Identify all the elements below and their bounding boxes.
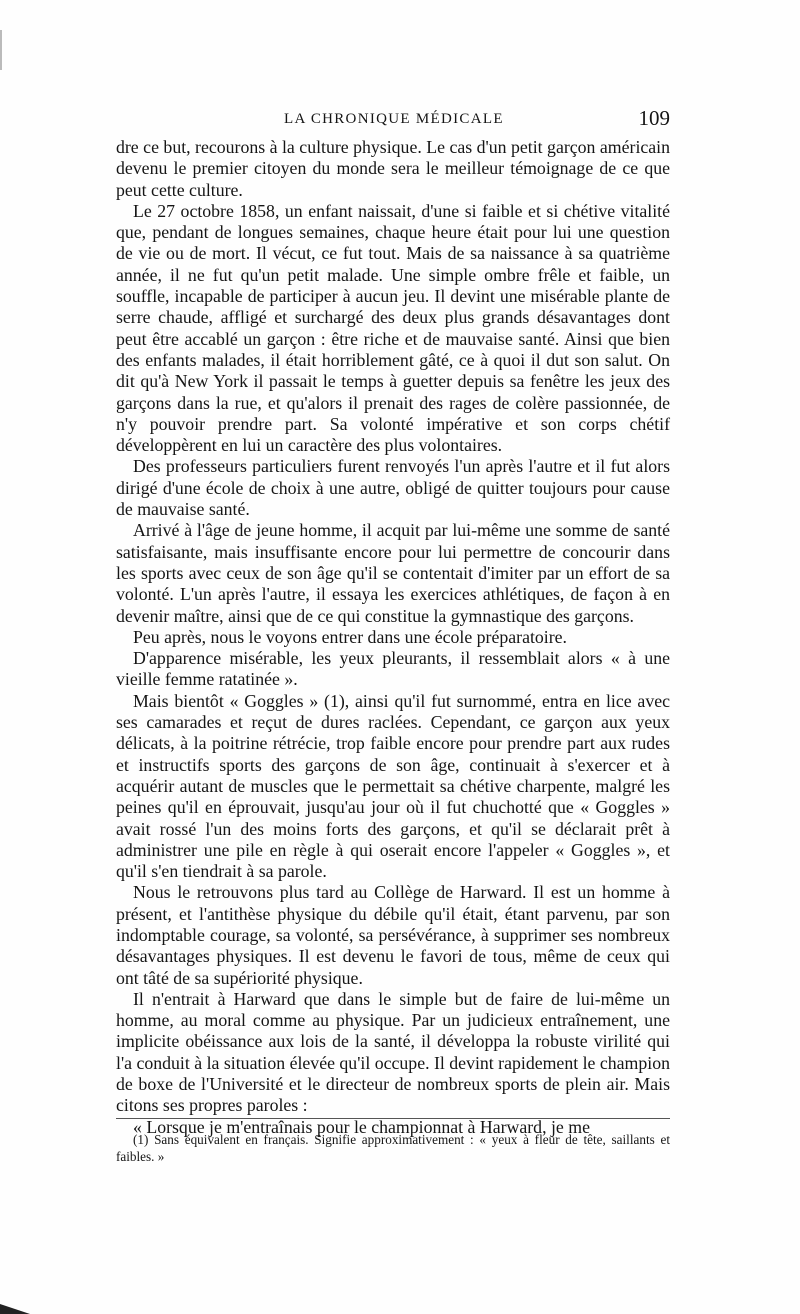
page-header [116, 106, 670, 136]
scan-margin-mark [0, 30, 2, 70]
paragraph: Nous le retrouvons plus tard au Collège de Harward. Il est un homme à présent, et l'antithèse physique du débile qu'il était, étant parvenu, par son indomptable courage, sa volonté, sa persévérance, à supprimer ses nombreux désavantages physiques. Il est devenu le favori de tous, même de ceux qui ont tâté de sa supériorité physique. [116, 882, 670, 988]
page-number: 109 [638, 106, 670, 130]
paragraph: Mais bientôt « Goggles » (1), ainsi qu'il fut surnommé, entra en lice avec ses camarades et reçut de dures raclées. Cependant, ce garçon aux yeux délicats, à la poitrine rétrécie, trop faible encore pour prendre part aux rudes et instructifs sports des garçons de son âge, continuait à s'exercer et à acquérir autant de muscles que le permettait sa chétive charpente, malgré les peines qu'il en éprouvait, jusqu'au jour où il fut chuchotté que « Goggles » avait rossé l'un des moins forts des garçons, et qu'il se déclarait prêt à administrer une pile en règle à qui oserait encore l'appeler « Goggles », et qu'il s'en tiendrait à sa parole. [116, 690, 670, 882]
paragraph: D'apparence misérable, les yeux pleurants, il ressemblait alors « à une vieille femme ratatinée ». [116, 648, 670, 690]
paragraph: dre ce but, recourons à la culture physique. Le cas d'un petit garçon américain devenu le premier citoyen du monde sera le meilleur témoignage de ce que peut cette culture. [116, 137, 670, 200]
footnote: (1) Sans équivalent en français. Signifie approximativement : « yeux à fleur de tête, saillants et faibles. » [116, 1132, 670, 1164]
paragraph: « Lorsque je m'entraînais pour le championnat à Harward, je me [133, 1116, 590, 1137]
footnote-divider [116, 1118, 670, 1120]
paragraph: Des professeurs particuliers furent renvoyés l'un après l'autre et il fut alors dirigé d'une école de choix à une autre, obligé de quitter toujours pour cause de mauvaise santé. [116, 456, 670, 520]
scan-corner-mark [0, 1300, 40, 1314]
paragraph: Arrivé à l'âge de jeune homme, il acquit par lui-même une somme de santé satisfaisante, mais insuffisante encore pour lui permettre de concourir dans les sports avec ceux de son âge qu'il se contentait d'imiter par un effort de sa volonté. L'un après l'autre, il essaya les exercices athlétiques, de façon à en devenir maître, ainsi que de ce qui constitue la gymnastique des garçons. [116, 520, 670, 626]
running-title: LA CHRONIQUE MÉDICALE [284, 111, 504, 127]
paragraph: Peu après, nous le voyons entrer dans une école préparatoire. [133, 626, 567, 647]
paragraph: Le 27 octobre 1858, un enfant naissait, d'une si faible et si chétive vitalité que, pendant de longues semaines, chaque heure était pour lui une question de vie ou de mort. Il vécut, ce fut tout. Mais de sa naissance à sa quatrième année, il ne fut qu'un petit malade. Une simple ombre frêle et faible, un souffle, incapable de participer à aucun jeu. Il devint une misérable plante de serre chaude, affligé et surchargé des deux plus grands désavantages dont peut être accablé un garçon : être riche et de mauvaise santé. Ainsi que bien des enfants malades, il était horriblement gâté, ce à quoi il dut son salut. On dit qu'à New York il passait le temps à guetter depuis sa fenêtre les jeux des garçons dans la rue, et qu'alors il prenait des rages de colère passionnée, de n'y pouvoir prendre part. Sa volonté impérative et son corps chétif développèrent en lui un caractère des plus volontaires. [116, 200, 670, 456]
paragraph: Il n'entrait à Harward que dans le simple but de faire de lui-même un homme, au moral comme au physique. Par un judicieux entraînement, une implicite obéissance aux lois de la santé, il développa la robuste virilité qui l'a conduit à la situation élevée qu'il occupe. Il devint rapidement le champion de boxe de l'Université et le directeur de nombreux sports de plein air. Mais citons ses propres paroles : [116, 988, 670, 1116]
body-text [116, 137, 670, 1138]
